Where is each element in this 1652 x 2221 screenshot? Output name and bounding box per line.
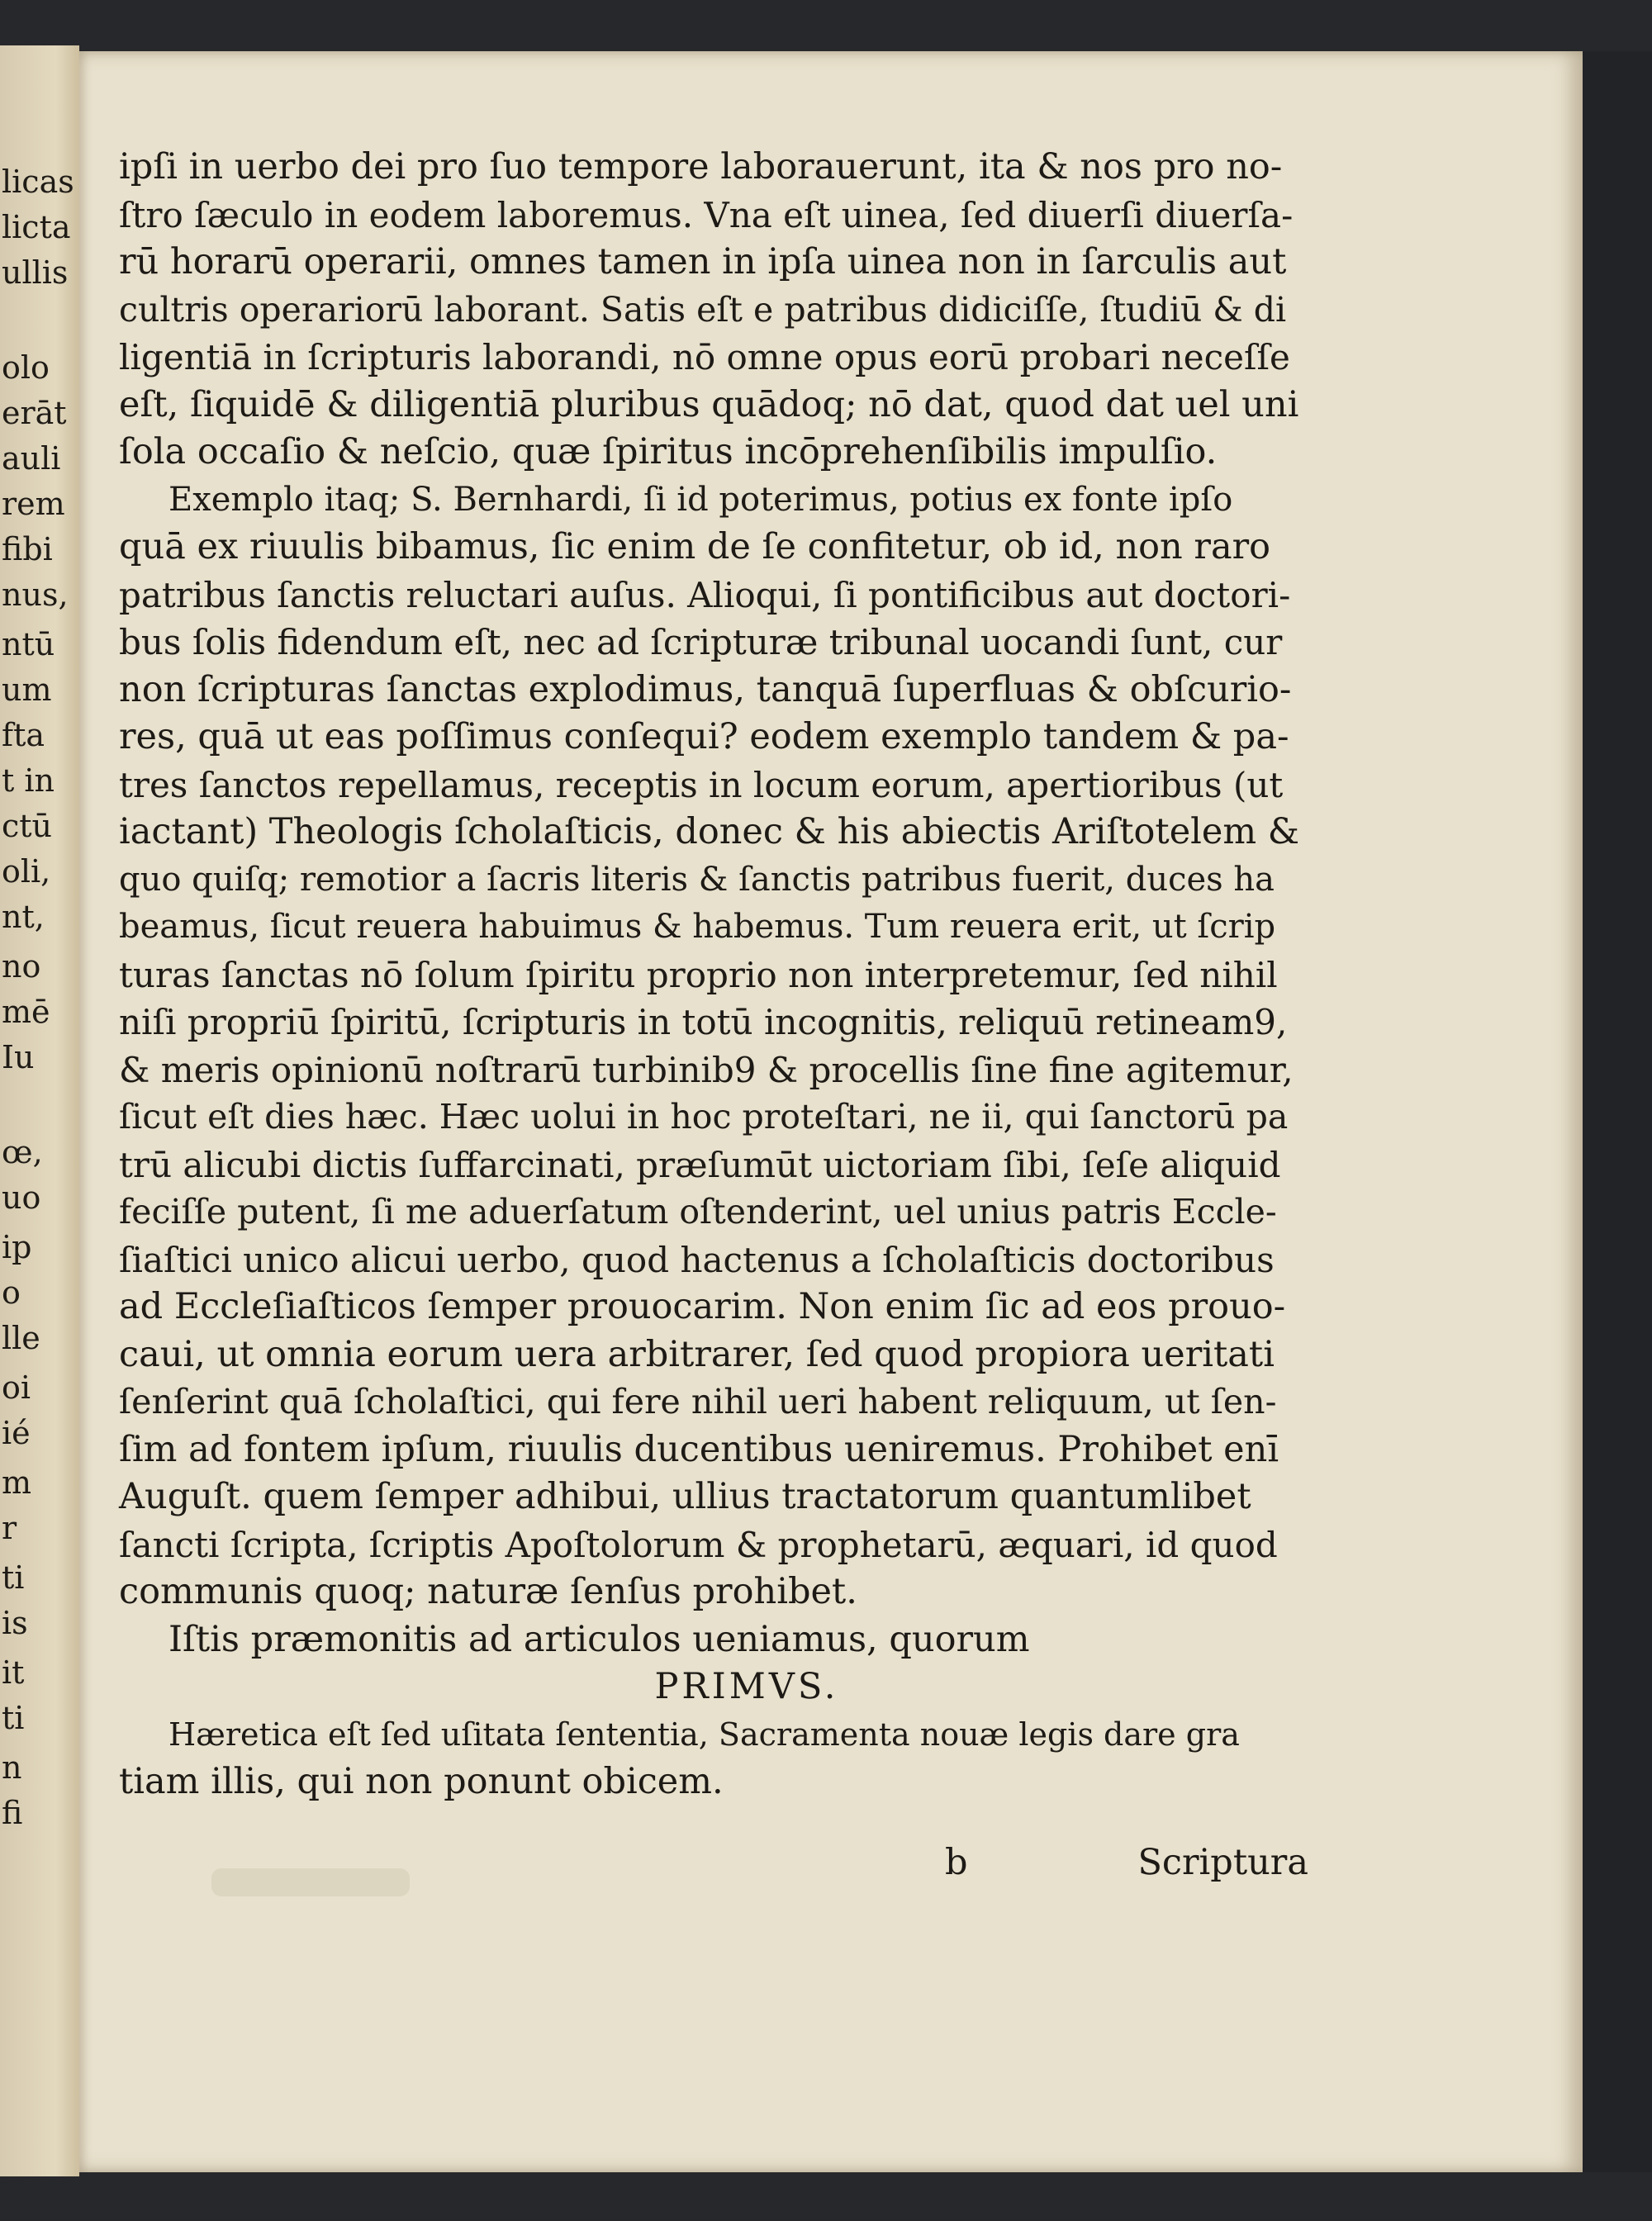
background-right <box>1583 51 1652 2172</box>
text-line: non ſcripturas ſanctas explodimus, tanquā ſuperfluas & obſcurio- <box>119 668 1292 710</box>
text-line: rū horarū operarii, omnes tamen in ipſa uinea non in ſarculis aut <box>119 241 1287 282</box>
book-page <box>79 51 1583 2172</box>
text-line: Hæretica eſt ſed uſitata ſententia, Sacramenta nouæ legis dare gra <box>169 1716 1240 1753</box>
margin-fragment: ié <box>2 1415 31 1451</box>
faded-stamp <box>211 1868 410 1896</box>
margin-fragment: ip <box>2 1229 32 1265</box>
text-line: ſiaſtici unico alicui uerbo, quod hactenus a ſcholaſticis doctoribus <box>119 1239 1275 1280</box>
text-line: ſicut eſt dies hæc. Hæc uolui in hoc proteſtari, ne ii, qui ſanctorū pa <box>119 1097 1289 1137</box>
margin-fragment: uo <box>2 1179 41 1216</box>
catchword: Scriptura <box>1137 1842 1308 1883</box>
margin-fragment: n <box>2 1749 22 1786</box>
text-line: tres ſanctos repellamus, receptis in locum eorum, apertioribus (ut <box>119 764 1284 805</box>
margin-fragment: oi <box>2 1369 31 1406</box>
margin-fragment: licas <box>2 164 74 200</box>
text-line: res, quā ut eas poſſimus conſequi? eodem exemplo tandem & pa- <box>119 716 1289 757</box>
margin-fragment: lle <box>2 1320 40 1356</box>
text-line: ipſi in uerbo dei pro ſuo tempore laborauerunt, ita & nos pro no- <box>119 146 1283 187</box>
margin-fragment: it <box>2 1654 25 1691</box>
text-line: patribus ſanctis reluctari auſus. Alioqui, ſi pontificibus aut doctori- <box>119 574 1291 615</box>
text-line: & meris opinionū noſtrarū turbinib9 & procellis ſine fine agitemur, <box>119 1049 1294 1090</box>
margin-fragment: olo <box>2 349 50 386</box>
text-line: ſola occaſio & neſcio, quæ ſpiritus incōprehenſibilis impulſio. <box>119 431 1218 472</box>
margin-fragment: ti <box>2 1700 25 1736</box>
page-footer <box>945 1842 1308 1883</box>
text-line: turas ſanctas nō ſolum ſpiritu proprio non interpretemur, ſed nihil <box>119 954 1278 995</box>
text-line: quā ex riuulis bibamus, ſic enim de ſe confitetur, ob id, non raro <box>119 526 1271 567</box>
text-line: Auguſt. quem ſemper adhibui, ullius tractatorum quantumlibet <box>119 1476 1251 1517</box>
margin-fragment: œ, <box>2 1134 43 1170</box>
text-line: ligentiā in ſcripturis laborandi, nō omne opus eorū probari neceſſe <box>119 337 1290 377</box>
body-lines <box>119 144 1300 1663</box>
margin-fragment: ctū <box>2 808 53 844</box>
margin-fragment: licta <box>2 209 71 245</box>
text-line: cultris operariorū laborant. Satis eſt e patribus didiciſſe, ſtudiū & di <box>119 289 1287 330</box>
text-line: Iſtis præmonitis ad articulos ueniamus, quorum <box>169 1618 1030 1660</box>
facing-page-edge <box>0 45 79 2176</box>
text-line: ſim ad fontem ipſum, riuulis ducentibus ueniremus. Prohibet enī <box>119 1428 1279 1470</box>
margin-fragment: is <box>2 1605 28 1641</box>
margin-fragment: mē <box>2 994 50 1030</box>
margin-fragment: ullis <box>2 254 69 291</box>
margin-fragment: fibi <box>2 531 53 567</box>
text-line: trū alicubi dictis ſuffarcinati, præſumūt uictoriam ſibi, ſeſe aliquid <box>119 1144 1281 1185</box>
text-line: ſenſerint quā ſcholaſtici, qui fere nihil ueri habent reliquum, ut ſen- <box>119 1382 1277 1421</box>
margin-fragment: rem <box>2 486 65 522</box>
text-line: bus ſolis fidendum eſt, nec ad ſcripturæ tribunal uocandi ſunt, cur <box>119 622 1283 662</box>
margin-fragment: t in <box>2 762 55 799</box>
margin-fragment: o <box>2 1274 21 1311</box>
text-line: caui, ut omnia eorum uera arbitrarer, ſed quod propiora ueritati <box>119 1333 1275 1375</box>
margin-fragment: m <box>2 1464 32 1501</box>
margin-fragment: fta <box>2 717 45 753</box>
text-line: ad Eccleſiaſticos ſemper prouocarim. Non enim ſic ad eos prouo- <box>119 1286 1286 1327</box>
text-line: tiam illis, qui non ponunt obicem. <box>119 1761 724 1802</box>
text-line: niſi propriū ſpiritū, ſcripturis in totū incognitis, reliquū retineam9, <box>119 1002 1288 1042</box>
margin-fragment: nt, <box>2 899 45 935</box>
text-line: quo quiſq; remotior a ſacris literis & ſanctis patribus fuerit, duces ha <box>119 860 1275 899</box>
text-line: Exemplo itaq; S. Bernhardi, ſi id poterimus, potius ex fonte ipſo <box>169 480 1233 519</box>
margin-fragment: nus, <box>2 577 69 613</box>
text-block <box>119 144 1300 1806</box>
margin-fragment: ti <box>2 1559 25 1596</box>
margin-fragment: r <box>2 1510 17 1546</box>
margin-fragment: ntū <box>2 626 55 662</box>
margin-fragment: erāt <box>2 395 67 431</box>
body-lines-after-heading <box>119 1711 1300 1806</box>
margin-fragment: oli, <box>2 853 51 890</box>
margin-fragment: fi <box>2 1795 23 1831</box>
signature-mark: b <box>945 1842 968 1883</box>
text-line: ſtro ſæculo in eodem laboremus. Vna eſt uinea, ſed diuerſi diuerſa- <box>119 194 1294 235</box>
text-line: ſancti ſcripta, ſcriptis Apoſtolorum & prophetarū, æquari, id quod <box>119 1524 1278 1565</box>
text-line: communis quoq; naturæ ſenſus prohibet. <box>119 1571 857 1612</box>
text-line: eſt, ſiquidē & diligentiā pluribus quādoq; nō dat, quod dat uel uni <box>119 383 1299 425</box>
margin-fragment: auli <box>2 440 61 477</box>
section-heading: PRIMVS. <box>654 1666 839 1707</box>
text-line: iactant) Theologis ſcholaſticis, donec & his abiectis Ariſtotelem & <box>119 811 1300 852</box>
margin-fragment: Iu <box>2 1039 35 1075</box>
text-line: feciſſe putent, ſi me aduerſatum oſtenderint, uel unius patris Eccle- <box>119 1192 1277 1232</box>
text-line: beamus, ſicut reuera habuimus & habemus. Tum reuera erit, ut ſcrip <box>119 908 1276 946</box>
margin-fragment: no <box>2 948 41 985</box>
margin-fragment: um <box>2 672 52 708</box>
